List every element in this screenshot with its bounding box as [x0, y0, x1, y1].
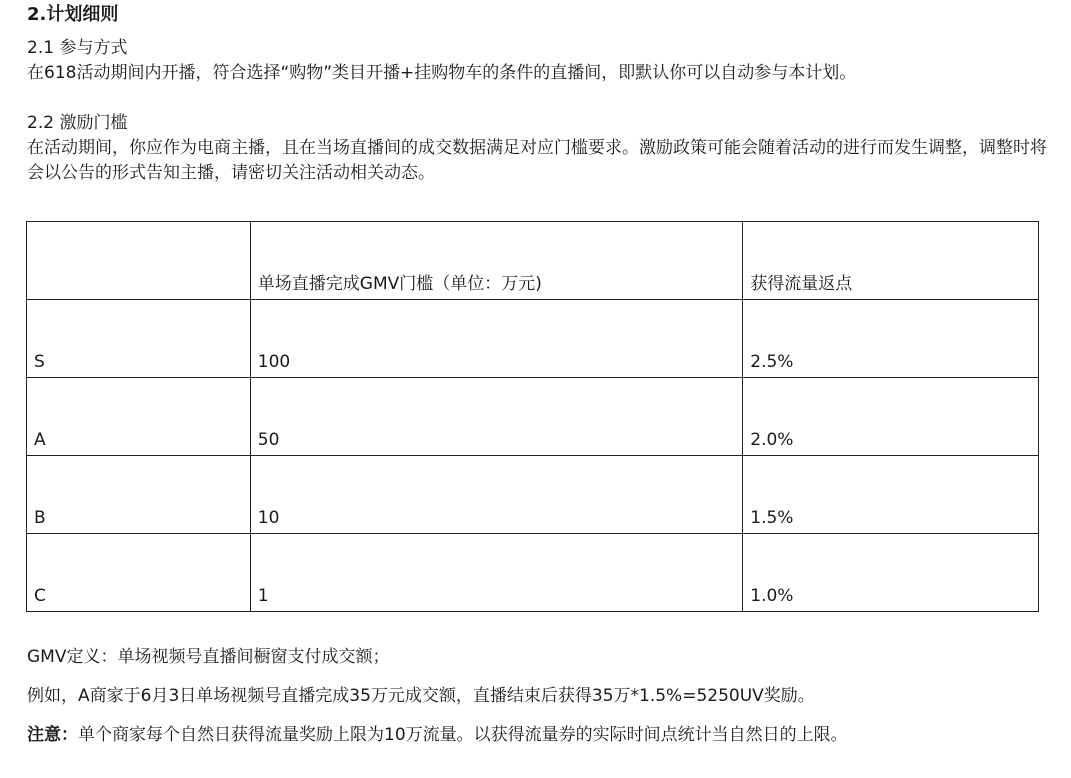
tier-cell: B [27, 456, 251, 534]
participation-body: 在618活动期间内开播，符合选择“购物”类目开播+挂购物车的条件的直播间，即默认你可以自动参与本计划。 [27, 63, 857, 83]
gmv-threshold-cell: 50 [250, 378, 743, 456]
document-body [27, 0, 1047, 186]
gmv-threshold-cell: 1 [250, 534, 743, 612]
tier-cell: A [27, 378, 251, 456]
notice-label: 注意： [27, 725, 78, 745]
header-cell-traffic-rebate: 获得流量返点 [743, 222, 1039, 300]
rebate-cell: 2.5% [743, 300, 1039, 378]
table-header-row [27, 222, 1039, 300]
notice-line [27, 723, 1057, 747]
rebate-cell: 1.0% [743, 534, 1039, 612]
table-row [27, 300, 1039, 378]
table-row [27, 378, 1039, 456]
header-cell-tier [27, 222, 251, 300]
table-row [27, 456, 1039, 534]
threshold-body: 在活动期间，你应作为电商主播，且在当场直播间的成交数据满足对应门槛要求。激励政策可能会随着活动的进行而发生调整，调整时将会以公告的形式告知主播，请密切关注活动相关动态。 [27, 138, 1047, 183]
tier-cell: S [27, 300, 251, 378]
paragraph-gap [27, 86, 1047, 111]
tier-cell: C [27, 534, 251, 612]
rebate-cell: 1.5% [743, 456, 1039, 534]
header-cell-gmv-threshold: 单场直播完成GMV门槛（单位：万元) [250, 222, 743, 300]
threshold-heading: 2.2 激励门槛 [27, 113, 128, 133]
participation-heading: 2.1 参与方式 [27, 38, 128, 58]
incentive-tier-table [26, 221, 1039, 612]
gmv-definition: GMV定义：单场视频号直播间橱窗支付成交额； [27, 647, 390, 667]
rebate-cell: 2.0% [743, 378, 1039, 456]
notes-section [27, 645, 1057, 762]
table-row [27, 534, 1039, 612]
gmv-threshold-cell: 10 [250, 456, 743, 534]
notice-text: 单个商家每个自然日获得流量奖励上限为10万流量。以获得流量券的实际时间点统计当自然日的上限。 [78, 725, 848, 745]
section-title: 2.计划细则 [27, 4, 119, 25]
gmv-threshold-cell: 100 [250, 300, 743, 378]
example-text: 例如，A商家于6月3日单场视频号直播完成35万元成交额，直播结束后获得35万*1.5%=5250UV奖励。 [27, 686, 815, 706]
